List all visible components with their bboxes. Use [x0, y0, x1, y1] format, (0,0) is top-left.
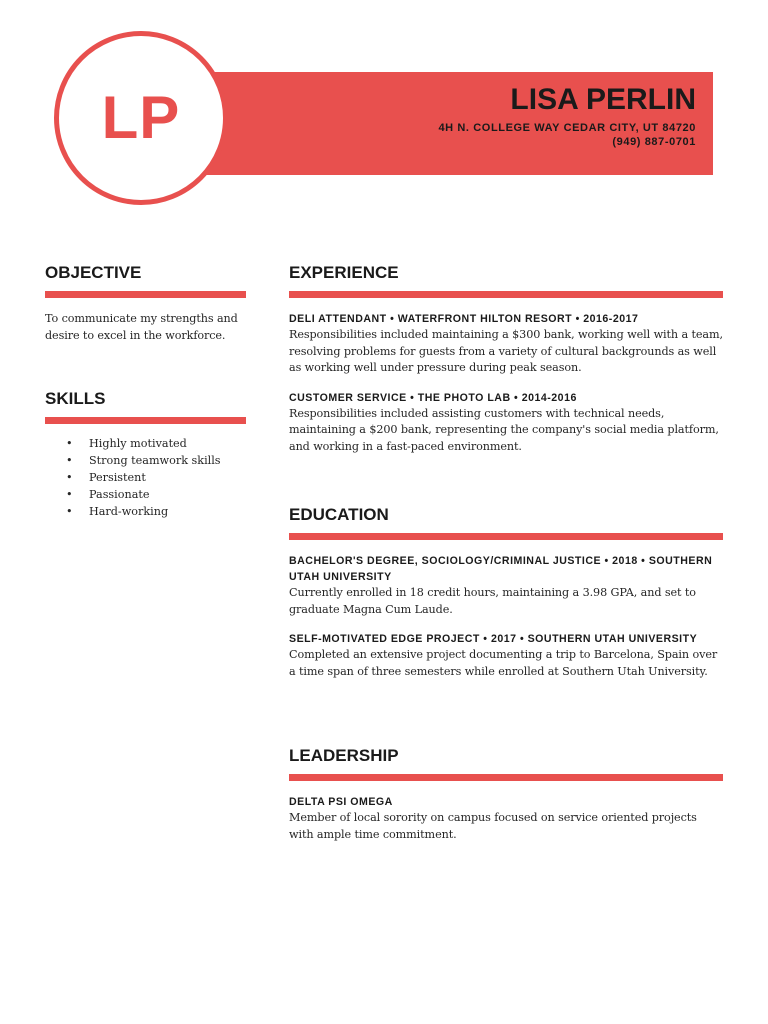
leadership-entry-text: Member of local sorority on campus focused on service oriented projects with ample time commitment. [289, 811, 697, 841]
skill-item: • Passionate [45, 486, 246, 503]
skills-title: SKILLS [45, 389, 106, 408]
skill-item: • Persistent [45, 469, 246, 486]
candidate-name: LISA PERLIN [510, 83, 696, 116]
skill-item: • Strong teamwork skills [45, 452, 246, 469]
monogram-circle [54, 31, 228, 205]
education-entry [289, 553, 723, 618]
experience-section [289, 263, 723, 455]
experience-entry-heading: DELI ATTENDANT • WATERFRONT HILTON RESORT • 2016-2017 [289, 313, 639, 325]
skill-item: • Highly motivated [45, 435, 246, 452]
education-title: EDUCATION [289, 505, 389, 524]
skill-item: • Hard-working [45, 503, 246, 520]
leadership-entry [289, 794, 723, 843]
experience-entry [289, 311, 723, 377]
skills-section [45, 389, 246, 520]
education-divider [289, 533, 723, 540]
experience-title: EXPERIENCE [289, 263, 399, 282]
leadership-title: LEADERSHIP [289, 746, 399, 765]
skills-divider [45, 417, 246, 424]
leadership-entry-heading: DELTA PSI OMEGA [289, 796, 393, 808]
leadership-section [289, 746, 723, 843]
contact-phone: (949) 887-0701 [612, 136, 696, 148]
education-entry [289, 631, 723, 680]
experience-entry-text: Responsibilities included maintaining a $300 bank, working well with a team, resolving problems for guests from a variety of cultural backgrounds as well as working well under pressure during peak season. [289, 328, 723, 374]
education-section [289, 505, 723, 680]
education-entry-heading: SELF-MOTIVATED EDGE PROJECT • 2017 • SOUTHERN UTAH UNIVERSITY [289, 633, 698, 645]
objective-section [45, 263, 246, 344]
education-entry-text: Completed an extensive project documenting a trip to Barcelona, Spain over a time span of three semesters while enrolled at Southern Utah University. [289, 648, 718, 678]
contact-address: 4H N. COLLEGE WAY CEDAR CITY, UT 84720 [438, 122, 696, 134]
objective-text: To communicate my strengths and desire to excel in the workforce. [45, 312, 238, 342]
experience-entry-text: Responsibilities included assisting customers with technical needs, maintaining a $200 bank, representing the company's social media platform, and working in a fast-paced environment. [289, 406, 719, 453]
experience-entry-heading: CUSTOMER SERVICE • THE PHOTO LAB • 2014-2016 [289, 391, 577, 404]
education-entry-text: Currently enrolled in 18 credit hours, maintaining a 3.98 GPA, and set to graduate Magna Cum Laude. [289, 586, 696, 616]
objective-title: OBJECTIVE [45, 263, 142, 282]
skills-list [45, 435, 246, 520]
leadership-divider [289, 774, 723, 781]
education-entry-heading: BACHELOR'S DEGREE, SOCIOLOGY/CRIMINAL JUSTICE • 2018 • SOUTHERN UTAH UNIVERSITY [289, 555, 713, 583]
monogram-initials: LP [101, 84, 181, 151]
objective-divider [45, 291, 246, 298]
experience-divider [289, 291, 723, 298]
experience-entry [289, 390, 723, 456]
